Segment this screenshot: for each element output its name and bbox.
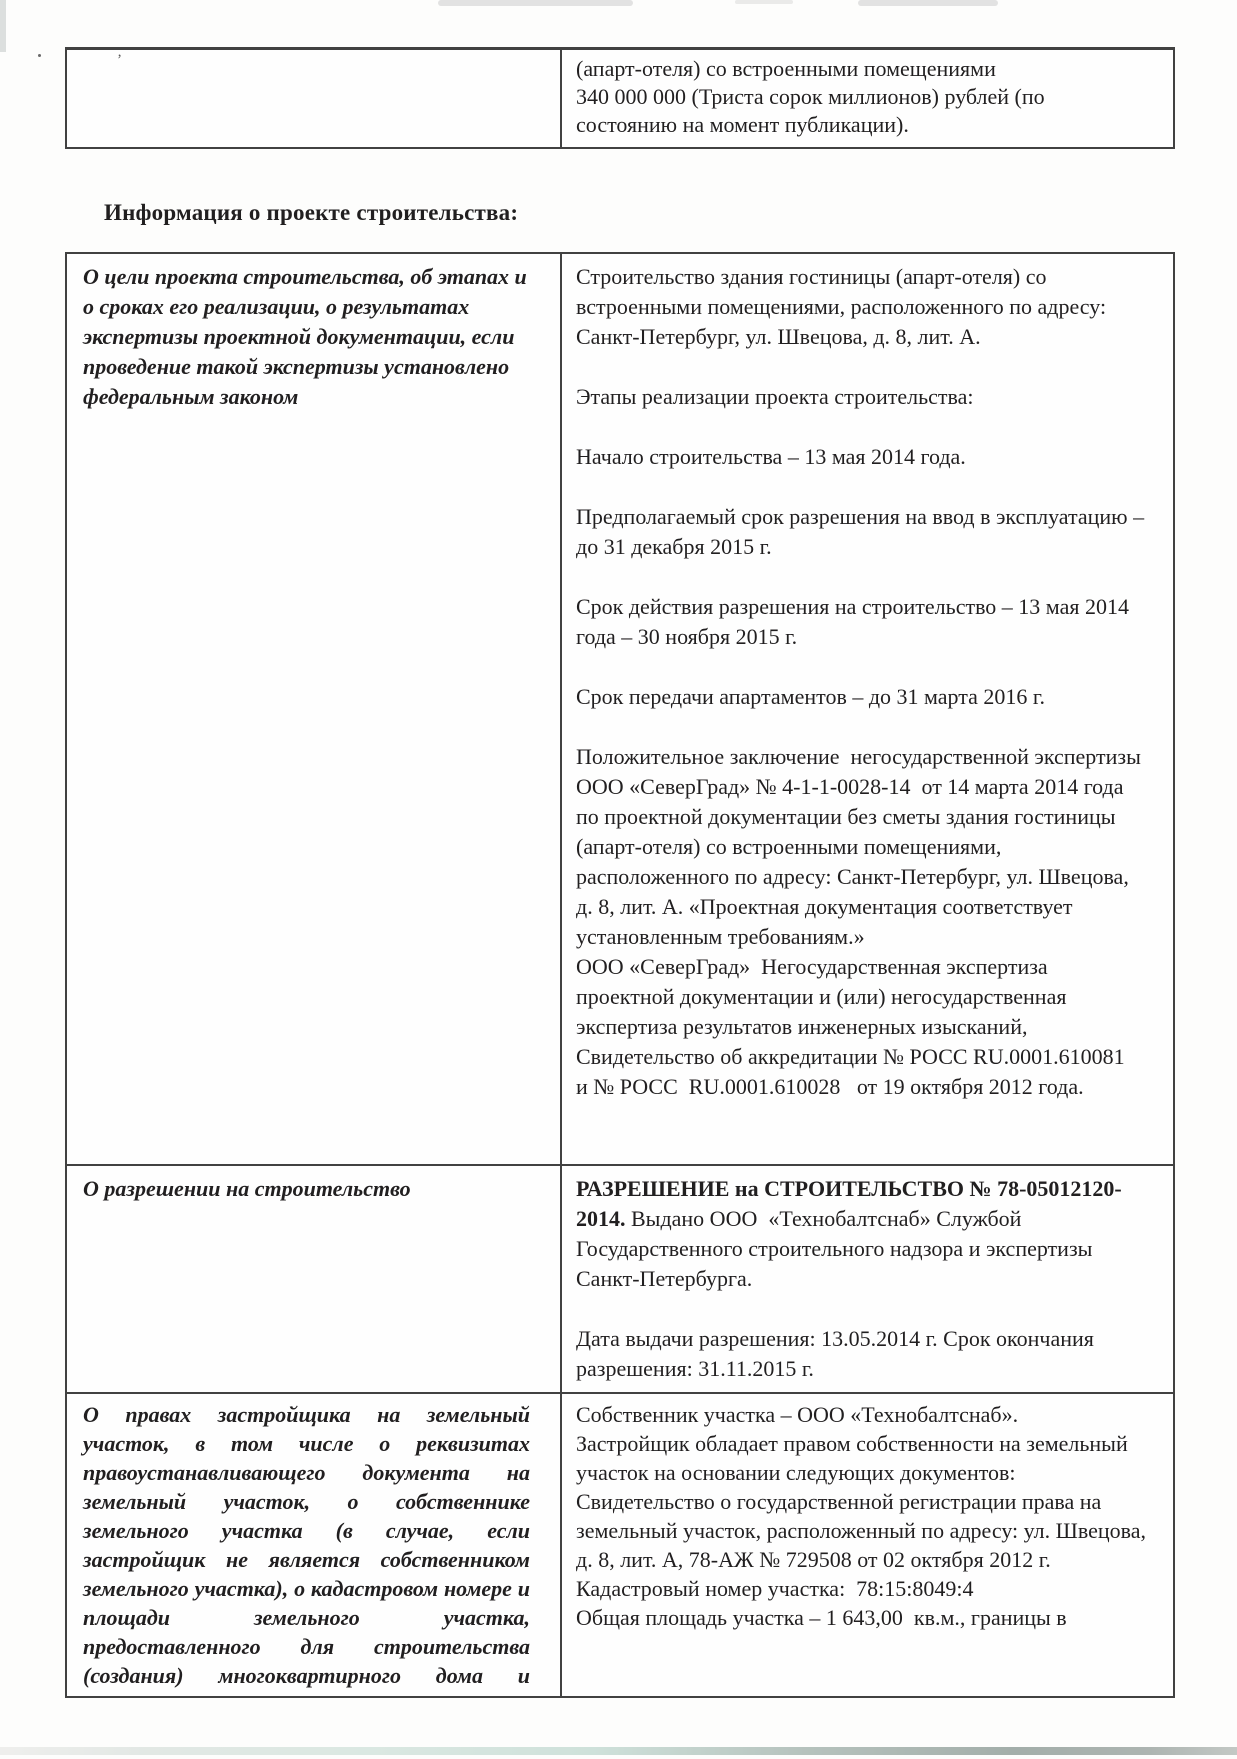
top-table-fragment (65, 47, 1175, 149)
paragraph-spacer (576, 1294, 1147, 1324)
info-table (65, 252, 1175, 1698)
table-row (67, 254, 1173, 1166)
paragraph: Свидетельство о государственной регистрации права на земельный участок, расположенный по адресу: ул. Швецова, д. 8, лит. А, 78-АЖ № 729508 от 02 октября 2012 г. (576, 1489, 1152, 1572)
paragraph-spacer (576, 652, 1147, 682)
paragraph: Кадастровый номер участка: 78:15:8049:4 (576, 1576, 974, 1601)
row-content-cell (562, 1394, 1173, 1696)
row-content-cell (562, 1166, 1173, 1392)
paragraph: Строительство здания гостиницы (апарт-отеля) со встроенными помещениями, расположенного по адресу: Санкт-Петербург, ул. Швецова, д. 8, лит. А. (576, 264, 1112, 349)
paragraph: Собственник участка – ООО «Технобалтснаб». (576, 1402, 1019, 1427)
paragraph: Дата выдачи разрешения: 13.05.2014 г. Срок окончания разрешения: 31.11.2015 г. (576, 1326, 1100, 1381)
table-row (67, 1166, 1173, 1394)
scan-smudge (438, 0, 633, 6)
paragraph: Общая площадь участка – 1 643,00 кв.м., границы в (576, 1605, 1067, 1630)
paragraph-spacer (576, 412, 1147, 442)
row-label-text: О цели проекта строительства, об этапах и о сроках его реализации, о результатах экспертизы проектной документации, если проведение такой экспертизы установлено федеральным законом (83, 264, 533, 409)
row-label-text: О правах застройщика на земельный участок, в том числе о реквизитах правоустанавливающего документа на земельный участок, о собственнике земельного участка (в случае, если застройщик не является собственником земельного участка), о кадастровом номере и площади земельного участка, предоставленного для строительства (создания) многоквартирного дома и (83, 1402, 536, 1688)
paragraph: (апарт-отеля) со встроенными помещениями (576, 56, 996, 81)
scan-stray-mark: ’ (117, 52, 122, 68)
top-table-right-cell (562, 50, 1173, 147)
scan-bottom-strip (0, 1747, 1237, 1755)
paragraph-spacer (576, 472, 1147, 502)
paragraph (576, 1174, 1147, 1294)
body-text: Выдано ООО «Технобалтснаб» Службой Государственного строительного надзора и экспертизы Санкт-Петербурга. (576, 1206, 1098, 1291)
row-content-cell (562, 254, 1173, 1164)
paragraph: Положительное заключение негосударственной экспертизы ООО «СеверГрад» № 4-1-1-0028-14 от 14 марта 2014 года по проектной документации без сметы здания гостиницы (апарт-отеля) со встроенными помещениями, расположенного по адресу: Санкт-Петербург, ул. Швецова, д. 8, лит. А. «Проектная документация соответствует установленным требованиям.» (576, 744, 1147, 949)
top-table-left-cell (67, 50, 562, 147)
scan-smudge (735, 0, 793, 4)
scan-smudge (858, 0, 998, 6)
paragraph: Этапы реализации проекта строительства: (576, 384, 974, 409)
paragraph-spacer (576, 712, 1147, 742)
section-heading: Информация о проекте строительства: (104, 200, 519, 225)
paragraph: Срок передачи апартаментов – до 31 марта 2016 г. (576, 684, 1045, 709)
paragraph: ООО «СеверГрад» Негосударственная экспертиза проектной документации и (или) негосударственная экспертиза результатов инженерных изысканий, Свидетельство об аккредитации № РОСС RU.0001.610081 и № РОСС RU.0001.610028 от 19 октября 2012 года. (576, 954, 1136, 1099)
row-label-cell (67, 254, 562, 1164)
paragraph: Застройщик обладает правом собственности на земельный участок на основании следующих документов: (576, 1431, 1134, 1485)
scan-edge-shadow (0, 0, 6, 52)
paragraph-spacer (576, 562, 1147, 592)
table-row (67, 1394, 1173, 1696)
row-label-cell (67, 1166, 562, 1392)
paragraph: 340 000 000 (Триста сорок миллионов) рублей (по состоянию на момент публикации). (576, 84, 1051, 137)
paragraph-spacer (576, 352, 1147, 382)
row-label-cell (67, 1394, 562, 1696)
scan-stray-dot (38, 54, 41, 57)
paragraph: Предполагаемый срок разрешения на ввод в эксплуатацию – до 31 декабря 2015 г. (576, 504, 1150, 559)
bold-text: РАЗРЕШЕНИЕ на СТРОИТЕЛЬСТВО № 78-05012120-2014. (576, 1176, 1122, 1231)
paragraph: Срок действия разрешения на строительство – 13 мая 2014 года – 30 ноября 2015 г. (576, 594, 1135, 649)
row-label-text: О разрешении на строительство (83, 1176, 411, 1201)
paragraph: Начало строительства – 13 мая 2014 года. (576, 444, 966, 469)
